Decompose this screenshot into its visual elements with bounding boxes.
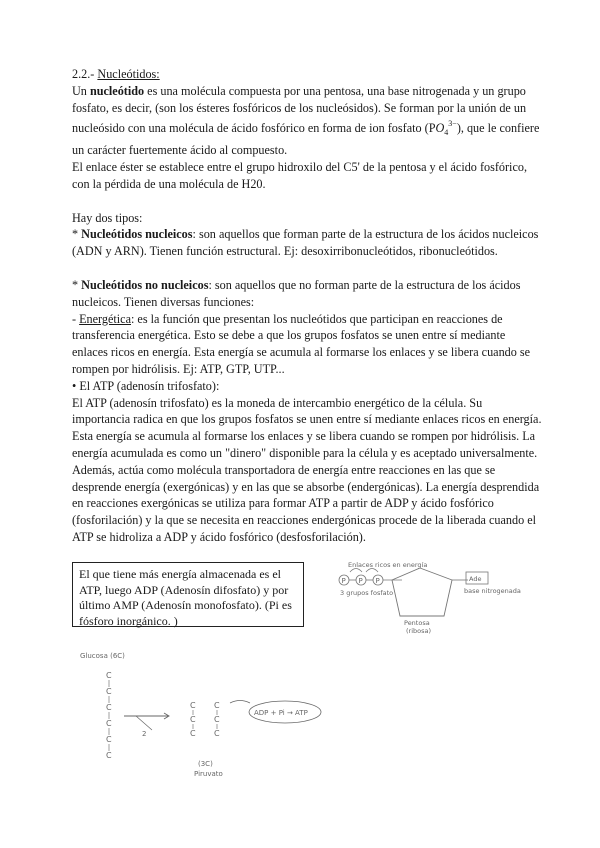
sketch-label-3c: (3C)	[198, 760, 213, 768]
carbon-atom: C	[106, 751, 112, 760]
sketch-label-glucose: Glucosa (6C)	[80, 652, 125, 660]
section-title: Nucleótidos:	[97, 67, 160, 81]
glycolysis-sketch	[80, 648, 340, 788]
energy-note-box	[72, 562, 304, 627]
spacer	[72, 193, 542, 210]
intro-lead: Un	[72, 83, 90, 98]
section-number: 2.2.-	[72, 67, 95, 81]
nucleotide-sketch	[330, 558, 590, 638]
base-box-label: Ade	[469, 575, 482, 583]
intro-term: nucleótido	[89, 83, 145, 98]
energetica-term: Energética	[79, 311, 131, 326]
spacer	[72, 260, 542, 277]
energetica-item	[72, 311, 542, 378]
nonnucleic-term: Nucleótidos no nucleicos	[81, 277, 209, 292]
sketch-label-ribose: (ribosa)	[406, 627, 432, 635]
nonnucleic-bullet: *	[72, 277, 82, 292]
coupling-arc	[230, 701, 250, 704]
atp-heading: • El ATP (adenosín trifosfato):	[72, 378, 220, 393]
document-body	[72, 66, 542, 546]
atp-paragraph: El ATP (adenosín trifosfato) es la moneda de intercambio energético de la célula. Su importancia radica en que los grupos fosfatos se unen entre sí mediante enlaces ricos en energía. Esta energía se acumula al formarse los enlaces y se libera cuando se rompen por hidrólisis. La energía acumulada es como un "dinero" disponible para la célula y es aceptado universalmente. Además, actúa como molécula transportadora de energía entre reacciones en las que se desprende energía (exergónicas) y en las que se absorbe (endergónicas). La energía desprendida en reacciones exergónicas se utiliza para formar ATP a partir de ADP y ácido fosfórico (fosforilación) y la que se necesita en reacciones endergónicas procede de la liberada cuando el ATP se hidroliza a ADP y ácido fosfórico (desfosforilación).	[72, 395, 542, 544]
sketch-label-pentose: Pentosa	[404, 619, 430, 627]
carbon-atom: C	[106, 735, 112, 744]
nucleic-text: : son aquellos que forman parte de la estructura de los ácidos nucleicos	[192, 227, 539, 242]
pyruvate-chain-1	[190, 701, 196, 738]
intro-text-end: ), que le confiere un carácter fuertemente ácido al compuesto.	[72, 121, 540, 158]
ester-paragraph: El enlace éster se establece entre el grupo hidroxilo del C5' de la pentosa y el ácido fosfórico, con la pérdida de una molécula de H20.	[72, 159, 527, 191]
sketch-label-groups: 3 grupos fosfato	[340, 589, 394, 597]
formula-subscript: 4	[444, 128, 449, 138]
nonnucleic-item	[72, 277, 542, 311]
carbon-atom: C	[106, 671, 112, 680]
sketch-label-pyruvate: Piruvato	[194, 770, 223, 778]
sketch-label-bonds: Enlaces ricos en energía	[348, 561, 428, 569]
pentose-ring	[392, 568, 452, 616]
types-intro: Hay dos tipos:	[72, 210, 143, 225]
section-heading	[72, 66, 542, 83]
formula-superscript: 3−	[448, 119, 457, 129]
sketch-label-base: base nitrogenada	[464, 587, 521, 595]
nucleic-bullet: *	[72, 227, 82, 242]
carbon-atom: C	[106, 719, 112, 728]
pyruvate-chain-2	[214, 701, 220, 738]
carbon-atom: C	[190, 715, 196, 724]
energetica-dash: -	[72, 311, 80, 326]
glucose-carbon-chain	[106, 671, 112, 760]
carbon-atom: C	[190, 701, 196, 710]
branch-arrow	[136, 716, 152, 730]
reaction-label: ADP + Pi → ATP	[254, 709, 308, 717]
arrow-label: 2	[142, 730, 147, 738]
intro-text: es una molécula compuesta por una pentosa, una base nitrogenada y un grupo fosfato, es decir, (son los ésteres fosfóricos de los nucleósidos). Se forman por la unión de un nucleósido con una molécula de ácido fosfórico en forma de ion fosfato (P	[72, 83, 527, 136]
bond-arrows	[350, 569, 378, 573]
carbon-atom: C	[106, 687, 112, 696]
carbon-atom: C	[214, 715, 220, 724]
phosphate-2-label: P	[358, 577, 363, 585]
phosphate-1-label: P	[341, 577, 346, 585]
carbon-atom: C	[214, 729, 220, 738]
carbon-atom: C	[190, 729, 196, 738]
formula-oxygen: O	[435, 121, 445, 136]
phosphate-3-label: P	[375, 577, 380, 585]
energy-note-text: El que tiene más energía almacenada es el ATP, luego ADP (Adenosín difosfato) y por último AMP (Adenosín monofosfato). (Pi es fósforo inorgánico. )	[79, 567, 292, 628]
energetica-text: : es la función que presentan los nucleótidos que participan en reacciones de transferencia energética. Esto se debe a que los grupos fosfatos se unen entre sí mediante enlaces ricos en energía. Esta energía se acumula al formarse los enlaces y se libera cuando se rompen por hidrólisis. Ej: ATP, GTP, UTP...	[72, 311, 531, 376]
nucleic-text-2: (ADN y ARN). Tienen función estructural. Ej: desoxirribonucleótidos, ribonucleótidos.	[72, 244, 498, 259]
carbon-atom: C	[106, 703, 112, 712]
nucleic-item	[72, 226, 542, 243]
carbon-atom: C	[214, 701, 220, 710]
intro-paragraph	[72, 83, 542, 159]
nucleic-term: Nucleótidos nucleicos	[81, 227, 193, 242]
nonnucleic-text: : son aquellos que no forman parte de la estructura de los ácidos nucleicos. Tienen diversas funciones:	[72, 277, 521, 309]
